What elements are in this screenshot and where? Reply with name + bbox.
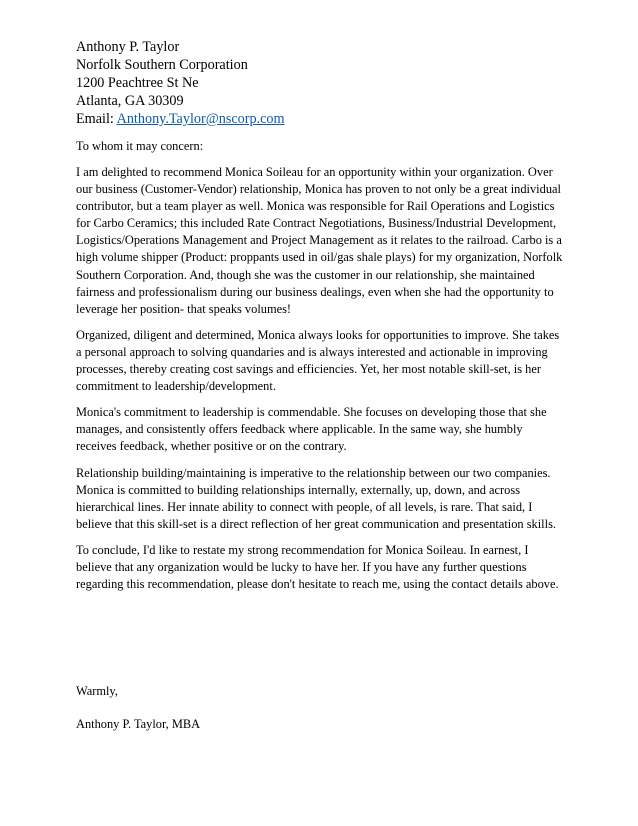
sender-street: 1200 Peachtree St Ne [76,75,199,91]
letter-page [76,38,566,731]
sender-name: Anthony P. Taylor [76,39,180,55]
signature: Anthony P. Taylor, MBA [76,717,201,731]
email-label: Email: [76,111,117,127]
body-paragraph-3: Monica's commitment to leadership is commendable. She focuses on developing those that she manages, and consistently offers feedback where applicable. In the same way, she humbly receives feedback, whether positive or on the contrary. [76,405,547,454]
sender-company: Norfolk Southern Corporation [76,57,248,73]
email-link[interactable]: Anthony.Taylor@nscorp.com [116,111,285,127]
salutation: To whom it may concern: [76,139,204,153]
body-paragraph-5: To conclude, I'd like to restate my strong recommendation for Monica Soileau. In earnest, I believe that any organization would be lucky to have her. If you have any further questions regarding this recommendation, please don't hesitate to reach me, using the contact details above. [76,542,559,592]
body-paragraph-1: I am delighted to recommend Monica Soileau for an opportunity within your organization. Over our business (Customer-Vendor) relationship, Monica has proven to not only be a great individual contributor, but a team player as well. Monica was responsible for Rail Operations and Logistics for Carbo Ceramics; this included Rate Contract Negotiations, Business/Industrial Development, Logistics/Operations Management and Project Management as it relates to the railroad. Carbo is a high volume shipper (Product: proppants used in oil/gas shale plays) for my organization, Norfolk Southern Corporation. And, though she was the customer in our relationship, she maintained fairness and professionalism during our business dealings, even when she had the opportunity to leverage her position- that speaks volumes! [76,165,563,316]
body-paragraph-4: Relationship building/maintaining is imperative to the relationship between our two companies. Monica is committed to building relationships internally, externally, up, down, and across hierarchical lines. Her innate ability to connect with people, of all levels, is rare. That said, I believe that this skill-set is a direct reflection of her great communication and presentation skills. [76,465,556,531]
sender-city: Atlanta, GA 30309 [76,93,184,109]
sender-address-block [76,38,566,128]
closing: Warmly, [76,684,118,698]
body-paragraph-2: Organized, diligent and determined, Monica always looks for opportunities to improve. She takes a personal approach to solving quandaries and is always interested and actionable in improving processes, thereby creating cost savings and efficiencies. Yet, her most notable skill-set, is her commitment to leadership/development. [76,327,560,394]
sender-email-line [76,110,566,128]
